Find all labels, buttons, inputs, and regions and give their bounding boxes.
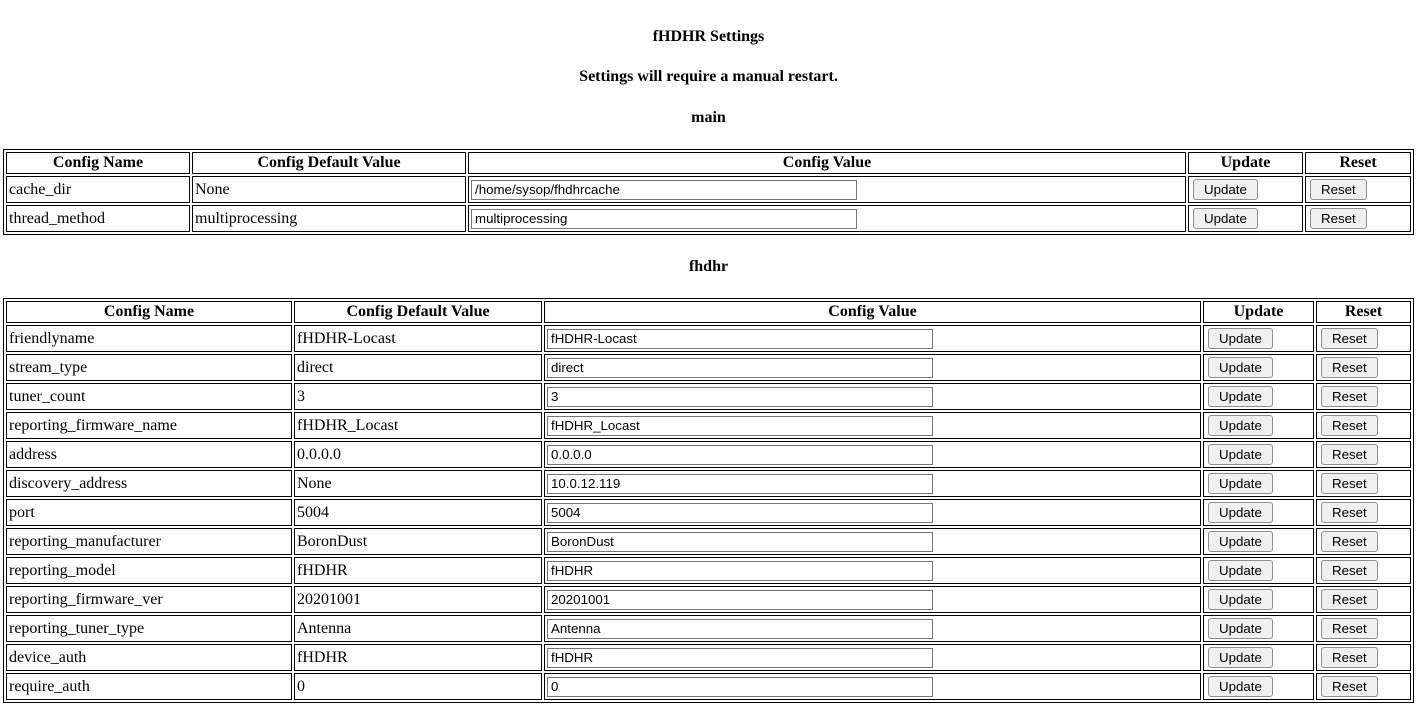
col-header-reset: Reset: [1316, 301, 1411, 323]
config-default-value-cell: 0: [294, 673, 542, 700]
config-default-value-cell: 5004: [294, 499, 542, 526]
update-cell: [1203, 615, 1314, 642]
config-value-cell: [544, 528, 1201, 555]
config-default-value-cell: Antenna: [294, 615, 542, 642]
col-header-config-default-value: Config Default Value: [294, 301, 542, 323]
config-name-cell: require_auth: [6, 673, 292, 700]
col-header-update: Update: [1188, 152, 1303, 174]
config-row: [6, 176, 1411, 203]
config-table: [3, 149, 1414, 235]
config-value-input[interactable]: [547, 619, 933, 639]
config-default-value-cell: direct: [294, 354, 542, 381]
config-name-cell: thread_method: [6, 205, 190, 232]
config-value-input[interactable]: [547, 358, 933, 378]
config-row: [6, 644, 1411, 671]
reset-button[interactable]: Reset: [1321, 531, 1378, 552]
section-heading: fhdhr: [688, 258, 729, 275]
config-value-input[interactable]: [547, 532, 933, 552]
config-name-cell: address: [6, 441, 292, 468]
config-value-cell: [544, 499, 1201, 526]
config-name-cell: reporting_manufacturer: [6, 528, 292, 555]
update-button[interactable]: Update: [1208, 328, 1273, 349]
config-name-cell: stream_type: [6, 354, 292, 381]
config-value-cell: [544, 557, 1201, 584]
config-value-input[interactable]: [547, 503, 933, 523]
config-default-value-cell: fHDHR: [294, 644, 542, 671]
update-cell: [1188, 176, 1303, 203]
config-default-value-cell: 20201001: [294, 586, 542, 613]
config-value-cell: [544, 586, 1201, 613]
config-row: [6, 205, 1411, 232]
reset-button[interactable]: Reset: [1321, 473, 1378, 494]
update-cell: [1203, 325, 1314, 352]
update-cell: [1203, 412, 1314, 439]
config-default-value-cell: BoronDust: [294, 528, 542, 555]
reset-cell: [1316, 528, 1411, 555]
update-cell: [1203, 499, 1314, 526]
config-value-input[interactable]: [471, 180, 857, 200]
config-name-cell: port: [6, 499, 292, 526]
col-header-config-default-value: Config Default Value: [192, 152, 466, 174]
reset-cell: [1305, 176, 1411, 203]
config-row: [6, 499, 1411, 526]
config-row: [6, 557, 1411, 584]
reset-button[interactable]: Reset: [1321, 647, 1378, 668]
config-default-value-cell: None: [294, 470, 542, 497]
update-cell: [1203, 470, 1314, 497]
config-value-input[interactable]: [547, 590, 933, 610]
config-value-cell: [544, 354, 1201, 381]
reset-cell: [1305, 205, 1411, 232]
reset-button[interactable]: Reset: [1321, 502, 1378, 523]
update-button[interactable]: Update: [1208, 531, 1273, 552]
config-default-value-cell: 0.0.0.0: [294, 441, 542, 468]
update-button[interactable]: Update: [1208, 676, 1273, 697]
reset-button[interactable]: Reset: [1321, 386, 1378, 407]
section-heading: main: [691, 109, 726, 126]
update-button[interactable]: Update: [1208, 502, 1273, 523]
reset-cell: [1316, 499, 1411, 526]
config-row: [6, 354, 1411, 381]
config-name-cell: reporting_firmware_name: [6, 412, 292, 439]
config-default-value-cell: None: [192, 176, 466, 203]
update-button[interactable]: Update: [1208, 357, 1273, 378]
col-header-config-name: Config Name: [6, 301, 292, 323]
update-cell: [1203, 354, 1314, 381]
update-button[interactable]: Update: [1208, 473, 1273, 494]
reset-button[interactable]: Reset: [1310, 179, 1367, 200]
config-default-value-cell: fHDHR-Locast: [294, 325, 542, 352]
update-button[interactable]: Update: [1208, 415, 1273, 436]
update-button[interactable]: Update: [1208, 589, 1273, 610]
reset-cell: [1316, 586, 1411, 613]
config-value-input[interactable]: [547, 677, 933, 697]
config-value-cell: [544, 644, 1201, 671]
reset-button[interactable]: Reset: [1310, 208, 1367, 229]
config-value-cell: [544, 615, 1201, 642]
update-button[interactable]: Update: [1208, 444, 1273, 465]
update-button[interactable]: Update: [1208, 386, 1273, 407]
config-section: [3, 108, 1414, 235]
col-header-config-value: Config Value: [468, 152, 1186, 174]
config-row: [6, 412, 1411, 439]
config-default-value-cell: multiprocessing: [192, 205, 466, 232]
update-cell: [1203, 441, 1314, 468]
reset-cell: [1316, 470, 1411, 497]
reset-cell: [1316, 557, 1411, 584]
config-row: [6, 586, 1411, 613]
update-button[interactable]: Update: [1208, 560, 1273, 581]
reset-cell: [1316, 441, 1411, 468]
update-button[interactable]: Update: [1193, 179, 1258, 200]
reset-cell: [1316, 325, 1411, 352]
config-default-value-cell: 3: [294, 383, 542, 410]
config-value-input[interactable]: [547, 445, 933, 465]
config-name-cell: friendlyname: [6, 325, 292, 352]
reset-button[interactable]: Reset: [1321, 618, 1378, 639]
config-value-input[interactable]: [547, 329, 933, 349]
config-section: [3, 257, 1414, 703]
reset-button[interactable]: Reset: [1321, 357, 1378, 378]
config-name-cell: cache_dir: [6, 176, 190, 203]
update-cell: [1203, 383, 1314, 410]
config-value-input[interactable]: [547, 387, 933, 407]
config-default-value-cell: fHDHR_Locast: [294, 412, 542, 439]
reset-button[interactable]: Reset: [1321, 676, 1378, 697]
config-value-input[interactable]: [547, 561, 933, 581]
col-header-reset: Reset: [1305, 152, 1411, 174]
config-sections: [3, 108, 1414, 703]
config-name-cell: reporting_firmware_ver: [6, 586, 292, 613]
col-header-config-value: Config Value: [544, 301, 1201, 323]
reset-button[interactable]: Reset: [1321, 444, 1378, 465]
table-header-row: [6, 152, 1411, 174]
reset-cell: [1316, 644, 1411, 671]
config-value-cell: [544, 441, 1201, 468]
config-value-cell: [468, 205, 1186, 232]
config-row: [6, 615, 1411, 642]
update-cell: [1203, 644, 1314, 671]
config-row: [6, 528, 1411, 555]
reset-cell: [1316, 383, 1411, 410]
config-value-cell: [544, 470, 1201, 497]
config-value-cell: [544, 383, 1201, 410]
reset-cell: [1316, 412, 1411, 439]
config-value-cell: [544, 412, 1201, 439]
config-name-cell: reporting_model: [6, 557, 292, 584]
table-header-row: [6, 301, 1411, 323]
reset-button[interactable]: Reset: [1321, 328, 1378, 349]
reset-button[interactable]: Reset: [1321, 415, 1378, 436]
update-button[interactable]: Update: [1193, 208, 1258, 229]
reset-button[interactable]: Reset: [1321, 589, 1378, 610]
config-name-cell: discovery_address: [6, 470, 292, 497]
page-subtitle: Settings will require a manual restart.: [579, 68, 838, 85]
reset-button[interactable]: Reset: [1321, 560, 1378, 581]
config-row: [6, 441, 1411, 468]
update-button[interactable]: Update: [1208, 647, 1273, 668]
config-row: [6, 673, 1411, 700]
config-value-input[interactable]: [471, 209, 857, 229]
config-value-cell: [468, 176, 1186, 203]
update-cell: [1203, 673, 1314, 700]
update-cell: [1188, 205, 1303, 232]
config-value-input[interactable]: [547, 648, 933, 668]
col-header-update: Update: [1203, 301, 1314, 323]
config-value-input[interactable]: [547, 416, 933, 436]
config-table: [3, 298, 1414, 703]
config-name-cell: reporting_tuner_type: [6, 615, 292, 642]
update-cell: [1203, 586, 1314, 613]
reset-cell: [1316, 615, 1411, 642]
config-row: [6, 383, 1411, 410]
config-default-value-cell: fHDHR: [294, 557, 542, 584]
col-header-config-name: Config Name: [6, 152, 190, 174]
config-row: [6, 325, 1411, 352]
reset-cell: [1316, 354, 1411, 381]
update-button[interactable]: Update: [1208, 618, 1273, 639]
page-title: fHDHR Settings: [652, 28, 765, 45]
config-value-cell: [544, 673, 1201, 700]
config-value-input[interactable]: [547, 474, 933, 494]
config-name-cell: tuner_count: [6, 383, 292, 410]
update-cell: [1203, 557, 1314, 584]
config-row: [6, 470, 1411, 497]
config-name-cell: device_auth: [6, 644, 292, 671]
reset-cell: [1316, 673, 1411, 700]
config-value-cell: [544, 325, 1201, 352]
update-cell: [1203, 528, 1314, 555]
